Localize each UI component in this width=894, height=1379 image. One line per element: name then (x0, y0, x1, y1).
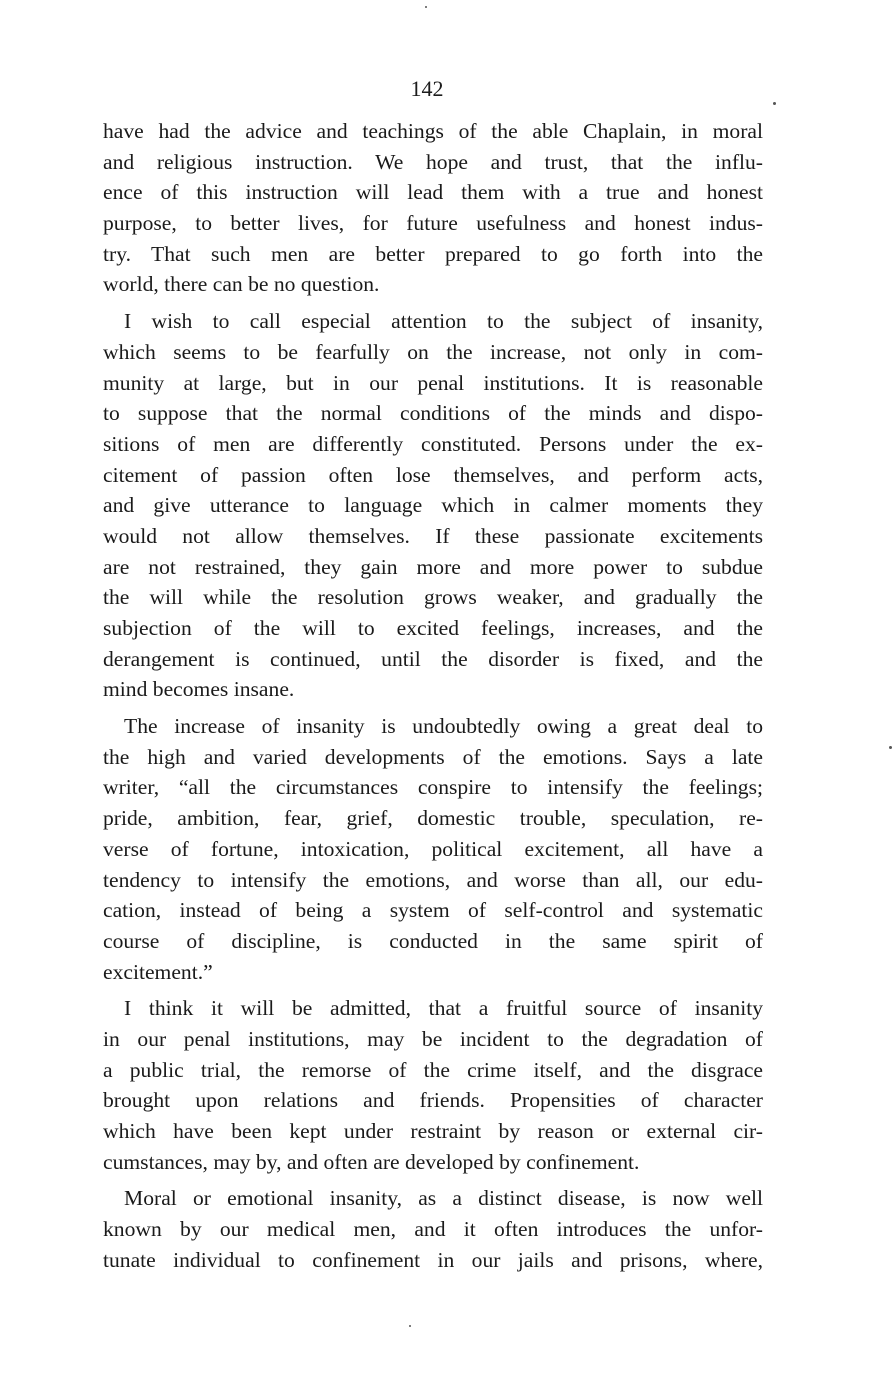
text-line: ence of this instruction will lead them with a true and honest (103, 180, 763, 205)
text-line: in our penal institutions, may be incident to the degradation of (103, 1026, 763, 1051)
text-line: to suppose that the normal conditions of the minds and dispo- (103, 401, 763, 426)
text-line: munity at large, but in our penal institutions. It is reasonable (103, 370, 763, 395)
body-text (103, 116, 763, 1281)
text-line: course of discipline, is conducted in the same spirit of (103, 928, 763, 953)
text-line: world, there can be no question. (103, 272, 380, 297)
text-line: would not allow themselves. If these passionate excitements (103, 523, 763, 548)
text-line: brought upon relations and friends. Propensities of character (103, 1088, 763, 1113)
text-line: tendency to intensify the emotions, and worse than all, our edu- (103, 867, 763, 892)
text-line: purpose, to better lives, for future usefulness and honest indus- (103, 211, 763, 236)
text-line: mind becomes insane. (103, 677, 295, 702)
scan-speck (425, 6, 427, 8)
text-line: are not restrained, they gain more and more power to subdue (103, 554, 763, 579)
text-line: which have been kept under restraint by reason or external cir- (103, 1119, 763, 1143)
paragraph-3 (103, 711, 763, 987)
text-line: cumstances, may by, and often are developed by confinement. (103, 1149, 640, 1174)
text-line: I wish to call especial attention to the subject of insanity, (124, 309, 763, 334)
scan-speck (889, 746, 892, 749)
text-line: cation, instead of being a system of self-control and systematic (103, 898, 763, 923)
text-line: subjection of the will to excited feelings, increases, and the (103, 616, 763, 640)
text-line: the will while the resolution grows weaker, and gradually the (103, 585, 763, 610)
text-line: the high and varied developments of the emotions. Says a late (103, 744, 763, 769)
paragraph-4 (103, 993, 763, 1177)
text-line: Moral or emotional insanity, as a distinct disease, is now well (124, 1186, 763, 1211)
text-line: and give utterance to language which in calmer moments they (103, 493, 763, 518)
text-line: I think it will be admitted, that a fruitful source of insanity (124, 996, 763, 1021)
paragraph-2 (103, 306, 763, 705)
paragraph-1 (103, 116, 763, 300)
text-line: derangement is continued, until the disorder is fixed, and the (103, 646, 763, 671)
text-line: verse of fortune, intoxication, political excitement, all have a (103, 836, 763, 861)
text-line: known by our medical men, and it often introduces the unfor- (103, 1217, 763, 1242)
text-line: which seems to be fearfully on the increase, not only in com- (103, 339, 763, 364)
text-line: and religious instruction. We hope and trust, that the influ- (103, 149, 763, 174)
text-line: a public trial, the remorse of the crime itself, and the disgrace (103, 1057, 763, 1082)
text-line: excitement.” (103, 959, 213, 984)
paragraph-5 (103, 1183, 763, 1275)
text-line: citement of passion often lose themselves, and perform acts, (103, 462, 763, 487)
text-line: writer, “all the circumstances conspire to intensify the feelings; (103, 775, 763, 800)
page-number: 142 (410, 76, 444, 101)
scan-speck (409, 1325, 411, 1327)
text-line: The increase of insanity is undoubtedly owing a great deal to (124, 714, 763, 739)
text-line: pride, ambition, fear, grief, domestic trouble, speculation, re- (103, 806, 763, 831)
text-line: try. That such men are better prepared to go forth into the (103, 241, 763, 266)
text-line: have had the advice and teachings of the able Chaplain, in moral (103, 119, 763, 143)
scan-speck (773, 102, 776, 105)
text-line: sitions of men are differently constituted. Persons under the ex- (103, 431, 763, 456)
text-line: tunate individual to confinement in our jails and prisons, where, (103, 1247, 763, 1272)
